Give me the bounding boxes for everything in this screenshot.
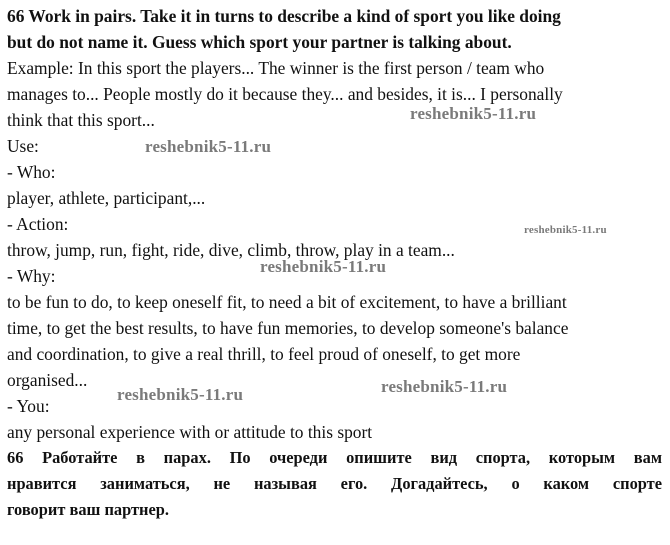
russian-task-line-1: 66 Работайте в парах. По очереди опишите вид спорта, которым вам	[7, 448, 662, 467]
example-line-3: think that this sport...	[7, 110, 155, 130]
russian-task-line-3: говорит ваш партнер.	[7, 500, 169, 519]
why-line-3: and coordination, to give a real thrill, to feel proud of oneself, to get more	[7, 344, 521, 364]
action-text: throw, jump, run, fight, ride, dive, climb, throw, play in a team...	[7, 240, 455, 260]
task-title-line-1: 66 Work in pairs. Take it in turns to describe a kind of sport you like doing	[7, 6, 561, 26]
action-label: - Action:	[7, 214, 69, 234]
who-label: - Who:	[7, 162, 56, 182]
why-label: - Why:	[7, 266, 56, 286]
use-label: Use:	[7, 136, 39, 156]
watermark: reshebnik5-11.ru	[524, 224, 607, 236]
russian-task	[7, 445, 662, 523]
watermark: reshebnik5-11.ru	[410, 104, 537, 123]
you-label: - You:	[7, 396, 50, 416]
why-line-4: organised...	[7, 370, 88, 390]
watermark: reshebnik5-11.ru	[117, 385, 244, 404]
watermark: reshebnik5-11.ru	[381, 377, 508, 396]
watermark: reshebnik5-11.ru	[260, 257, 387, 276]
you-text: any personal experience with or attitude to this sport	[7, 422, 373, 442]
example-line-1: Example: In this sport the players... The winner is the first person / team who	[7, 58, 545, 78]
russian-task-line-2: нравится заниматься, не называя его. Догадайтесь, о каком спорте	[7, 474, 662, 493]
example-line-2: manages to... People mostly do it because they... and besides, it is... I personally	[7, 84, 563, 104]
why-line-1: to be fun to do, to keep oneself fit, to need a bit of excitement, to have a brilliant	[7, 292, 567, 312]
task-title-line-2: but do not name it. Guess which sport your partner is talking about.	[7, 32, 512, 52]
why-line-2: time, to get the best results, to have fun memories, to develop someone's balance	[7, 318, 569, 338]
who-text: player, athlete, participant,...	[7, 188, 206, 208]
watermark: reshebnik5-11.ru	[145, 137, 272, 156]
